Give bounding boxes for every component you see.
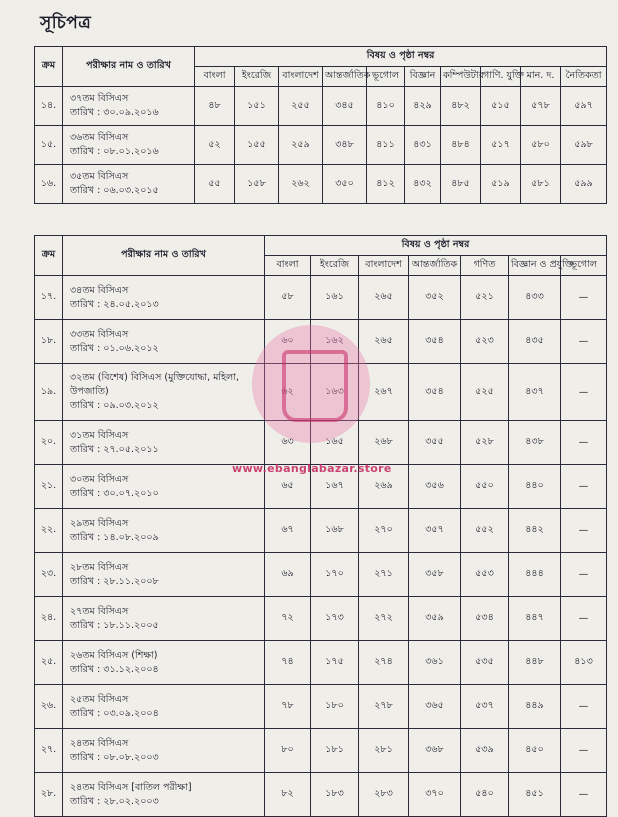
serial-number: ২৬. [35,685,63,729]
page-number: ৪৩৭ [509,364,561,421]
page-number: ৫৯৮ [561,126,607,165]
exam-name-cell [63,597,265,641]
serial-number: ১৯. [35,364,63,421]
serial-number: ২১. [35,465,63,509]
page-number: ৩৪৮ [323,126,367,165]
page-number: ৮২ [265,773,311,817]
page-number: ২৬৭ [359,364,409,421]
page-number: ১৭০ [311,553,359,597]
serial-header: ক্রম [35,236,63,276]
exam-name-cell [63,126,195,165]
page-number: ৩৫৫ [409,421,461,465]
page-number: ৬৭ [265,509,311,553]
page-number: ৫৩৫ [461,641,509,685]
table-row [35,364,607,421]
table-row [35,685,607,729]
subject-header: আন্তর্জাতিক [323,67,367,87]
exam-name: ৩৫তম বিসিএস [70,171,129,182]
page-number: ৫৮০ [521,126,561,165]
exam-date: তারিখ : ৩১.১২.২০০৪ [70,663,159,675]
page-number: ৫২ [195,126,235,165]
subject-header: মান. দ. [521,67,561,87]
page-number: ৫২১ [461,276,509,320]
page-number: ২৬৫ [359,276,409,320]
exam-name-cell [63,364,265,421]
watermark-url: www.ebanglabazar.store [232,462,392,475]
page-number: ৫৫৩ [461,553,509,597]
page-number: ২৬৮ [359,421,409,465]
exam-name-header: পরীক্ষার নাম ও তারিখ [63,47,195,87]
serial-number: ২০. [35,421,63,465]
table-row [35,509,607,553]
page-number: ৪৪৮ [509,641,561,685]
page-number: ১৬৫ [311,421,359,465]
page-number: ৫১৭ [481,126,521,165]
page-number: ৩৫৬ [409,465,461,509]
page-number: ৫৮ [265,276,311,320]
page-number: ২৬২ [279,165,323,204]
subject-header: বাংলা [265,256,311,276]
page-number: ৪৮ [195,87,235,126]
serial-number: ১৬. [35,165,63,204]
page-number: — [561,421,607,465]
page-number: ৫৫০ [461,465,509,509]
serial-number: ১৭. [35,276,63,320]
table-row [35,320,607,364]
page-number: ১৮০ [311,685,359,729]
subject-header: বাংলাদেশ [279,67,323,87]
page-number: ৫৩৭ [461,685,509,729]
page-number: ৪৮৫ [441,165,481,204]
page-number: ২৮৩ [359,773,409,817]
page-number: ১৬৩ [311,364,359,421]
serial-number: ২৫. [35,641,63,685]
page-number: ৭২ [265,597,311,641]
page-number: ১৭৫ [311,641,359,685]
page-number: ৪২৯ [405,87,441,126]
page-number: ৫২৩ [461,320,509,364]
exam-name-cell [63,509,265,553]
page-number: ৪১০ [367,87,405,126]
exam-name: ২৪তম বিসিএস [70,737,129,749]
page-number: ৮০ [265,729,311,773]
page-number: ৫৪০ [461,773,509,817]
page-number: ৩৫৭ [409,509,461,553]
exam-date: তারিখ : ০৮.০৮.২০০৩ [70,751,159,763]
subject-header: বাংলাদেশ [359,256,409,276]
page-number: ৩৫৯ [409,597,461,641]
exam-date: তারিখ : ০৮.০১.২০১৬ [70,146,159,157]
page-number: ৩৫০ [323,165,367,204]
serial-number: ২৭. [35,729,63,773]
page-number: ১৬২ [311,320,359,364]
exam-name: ৩৭তম বিসিএস [70,93,129,104]
subject-header: বাংলা [195,67,235,87]
page-number: ৩৫২ [409,276,461,320]
table-row [35,126,607,165]
exam-name-cell [63,320,265,364]
page-number: ৫৮১ [521,165,561,204]
page-number: ৬৩ [265,421,311,465]
page-number: ৩৬৮ [409,729,461,773]
serial-number: ২৮. [35,773,63,817]
exam-name: ২৯তম বিসিএস [70,517,129,529]
page-number: ৩৭০ [409,773,461,817]
exam-name: ২৮তম বিসিএস [70,561,129,573]
page-number: ৫৯৯ [561,165,607,204]
exam-name: ২৭তম বিসিএস [70,605,129,617]
exam-name: ৩৬তম বিসিএস [70,132,129,143]
page-number: ২৮১ [359,729,409,773]
exam-date: তারিখ : ২৪.০৫.২০১৩ [70,298,159,310]
page-number: — [561,685,607,729]
page-number: ৩৬৫ [409,685,461,729]
page-number: ৪৫১ [509,773,561,817]
page-number: ৪৪৭ [509,597,561,641]
page-number: ৫৯৭ [561,87,607,126]
subject-header: গণিত [461,256,509,276]
page-number: — [561,465,607,509]
page-number: — [561,597,607,641]
exam-name: ২৬তম বিসিএস (শিক্ষা) [70,649,158,661]
index-table-1 [34,46,607,204]
page-number: ৩৫৮ [409,553,461,597]
page-number: ৬৫ [265,465,311,509]
page-number: — [561,276,607,320]
page-number: ৫৭৮ [521,87,561,126]
page-number: ৩৫৪ [409,364,461,421]
page-number: — [561,364,607,421]
exam-name: ৩৩তম বিসিএস [70,328,129,340]
page-number: ৫৩৪ [461,597,509,641]
table-row [35,597,607,641]
exam-date: তারিখ : ২৮.১১.২০০৮ [70,575,159,587]
page-number: ৪৫০ [509,729,561,773]
exam-name-cell [63,685,265,729]
exam-name: ২৫তম বিসিএস [70,693,129,705]
serial-number: ১৪. [35,87,63,126]
exam-date: তারিখ : ০১.০৬.২০১২ [70,342,159,354]
page-number: ৪৮৪ [441,126,481,165]
page-number: — [561,320,607,364]
page-number: ২৭০ [359,509,409,553]
page-number: ৭৮ [265,685,311,729]
table-row [35,553,607,597]
page-number: — [561,729,607,773]
page-number: ৪৩৫ [509,320,561,364]
exam-date: তারিখ : ১৪.০৮.২০০৯ [70,531,159,543]
page-number: ২৭২ [359,597,409,641]
index-table-2 [34,235,607,817]
page-number: ৬২ [265,364,311,421]
subject-page-header: বিষয় ও পৃষ্ঠা নম্বর [265,236,607,256]
page-number: ১৮৩ [311,773,359,817]
page-number: ১৫৮ [235,165,279,204]
page-number: ২৫৫ [279,87,323,126]
page-number: ৪৩২ [405,165,441,204]
page-number: ১৭৩ [311,597,359,641]
exam-name-cell [63,421,265,465]
table-row [35,165,607,204]
page-number: ২৭১ [359,553,409,597]
subject-header: ইংরেজি [235,67,279,87]
page-number: ১৮১ [311,729,359,773]
exam-name: ৩৪তম বিসিএস [70,284,129,296]
page-number: ৬৯ [265,553,311,597]
page-number: ৫২৮ [461,421,509,465]
page-number: ৫১৫ [481,87,521,126]
subject-header: ইংরেজি [311,256,359,276]
exam-date: তারিখ : ০৬.০৩.২০১৫ [70,185,159,196]
exam-name-cell [63,165,195,204]
page-number: ৫৫ [195,165,235,204]
page-number: ৫৩৯ [461,729,509,773]
page-number: ৪৪৯ [509,685,561,729]
serial-number: ২২. [35,509,63,553]
page-number: ৫১৯ [481,165,521,204]
serial-header: ক্রম [35,47,63,87]
page-title: সূচিপত্র [40,13,92,33]
subject-page-header: বিষয় ও পৃষ্ঠা নম্বর [195,47,607,67]
page-number: ২৭৮ [359,685,409,729]
exam-date: তারিখ : ২৮.০২.২০০৩ [70,795,159,807]
serial-number: ২৩. [35,553,63,597]
serial-number: ১৫. [35,126,63,165]
exam-date: তারিখ : ২৭.০৫.২০১১ [70,443,159,455]
page-number: ১৬১ [311,276,359,320]
table-row [35,641,607,685]
subject-header: নৈতিকতা [561,67,607,87]
page-number: ১৬৭ [311,465,359,509]
exam-date: তারিখ : ৩০.০৯.২০১৬ [70,107,159,118]
exam-name-cell [63,553,265,597]
subject-header: বিজ্ঞান [405,67,441,87]
exam-date: তারিখ : ০৯.০৩.২০১২ [70,400,159,411]
exam-name-header: পরীক্ষার নাম ও তারিখ [63,236,265,276]
page-number: ২৫৯ [279,126,323,165]
table-row [35,87,607,126]
page-number: ৪৪২ [509,509,561,553]
page-number: ৪৮২ [441,87,481,126]
subject-header: ভূগোল [561,256,607,276]
exam-name: ২৪তম বিসিএস [বাতিল পরীক্ষা] [70,781,192,793]
page-number: ৪৩১ [405,126,441,165]
page-number: ৪১২ [367,165,405,204]
page-number: ৫৫২ [461,509,509,553]
table-row [35,729,607,773]
page-number: ১৫১ [235,87,279,126]
page-number: ১৫৫ [235,126,279,165]
table-row [35,421,607,465]
page-number: ৫২৫ [461,364,509,421]
exam-name: ৩২তম (বিশেষ) বিসিএস (মুক্তিযোদ্ধা, মহিলা, উপজাতি) [70,372,239,397]
page-number: ৪৪০ [509,465,561,509]
page-number: ৪১৩ [561,641,607,685]
page-number: ২৬৫ [359,320,409,364]
page-number: ১৬৮ [311,509,359,553]
page-number: ৩৬১ [409,641,461,685]
page-number: ৩৫৪ [409,320,461,364]
page-number: — [561,509,607,553]
serial-number: ২৪. [35,597,63,641]
page-number: ২৬৯ [359,465,409,509]
page-number: ৪১১ [367,126,405,165]
subject-header: বিজ্ঞান ও প্রযুক্তি [509,256,561,276]
exam-name-cell [63,276,265,320]
exam-name-cell [63,729,265,773]
subject-header: গাণি. যুক্তি [481,67,521,87]
page-number: — [561,553,607,597]
table-row [35,773,607,817]
exam-date: তারিখ : ১৮.১১.২০০৫ [70,619,159,631]
exam-date: তারিখ : ৩০.০৭.২০১০ [70,487,159,499]
subject-header: কম্পিউটার [441,67,481,87]
table-row [35,276,607,320]
exam-name: ৩০তম বিসিএস [70,473,129,485]
exam-name-cell [63,641,265,685]
page-number: ৪৩৮ [509,421,561,465]
exam-name-cell [63,87,195,126]
page-number: ৭৪ [265,641,311,685]
exam-name-cell [63,773,265,817]
subject-header: ভূগোল [367,67,405,87]
page-number: — [561,773,607,817]
page-number: ৪৪৪ [509,553,561,597]
exam-name: ৩১তম বিসিএস [70,429,129,441]
page-number: ৩৪৫ [323,87,367,126]
subject-header: আন্তর্জাতিক [409,256,461,276]
page-number: ৪৩৩ [509,276,561,320]
page-number: ২৭৪ [359,641,409,685]
page-number: ৬০ [265,320,311,364]
exam-date: তারিখ : ০৩.০৯.২০০৪ [70,707,159,719]
serial-number: ১৮. [35,320,63,364]
